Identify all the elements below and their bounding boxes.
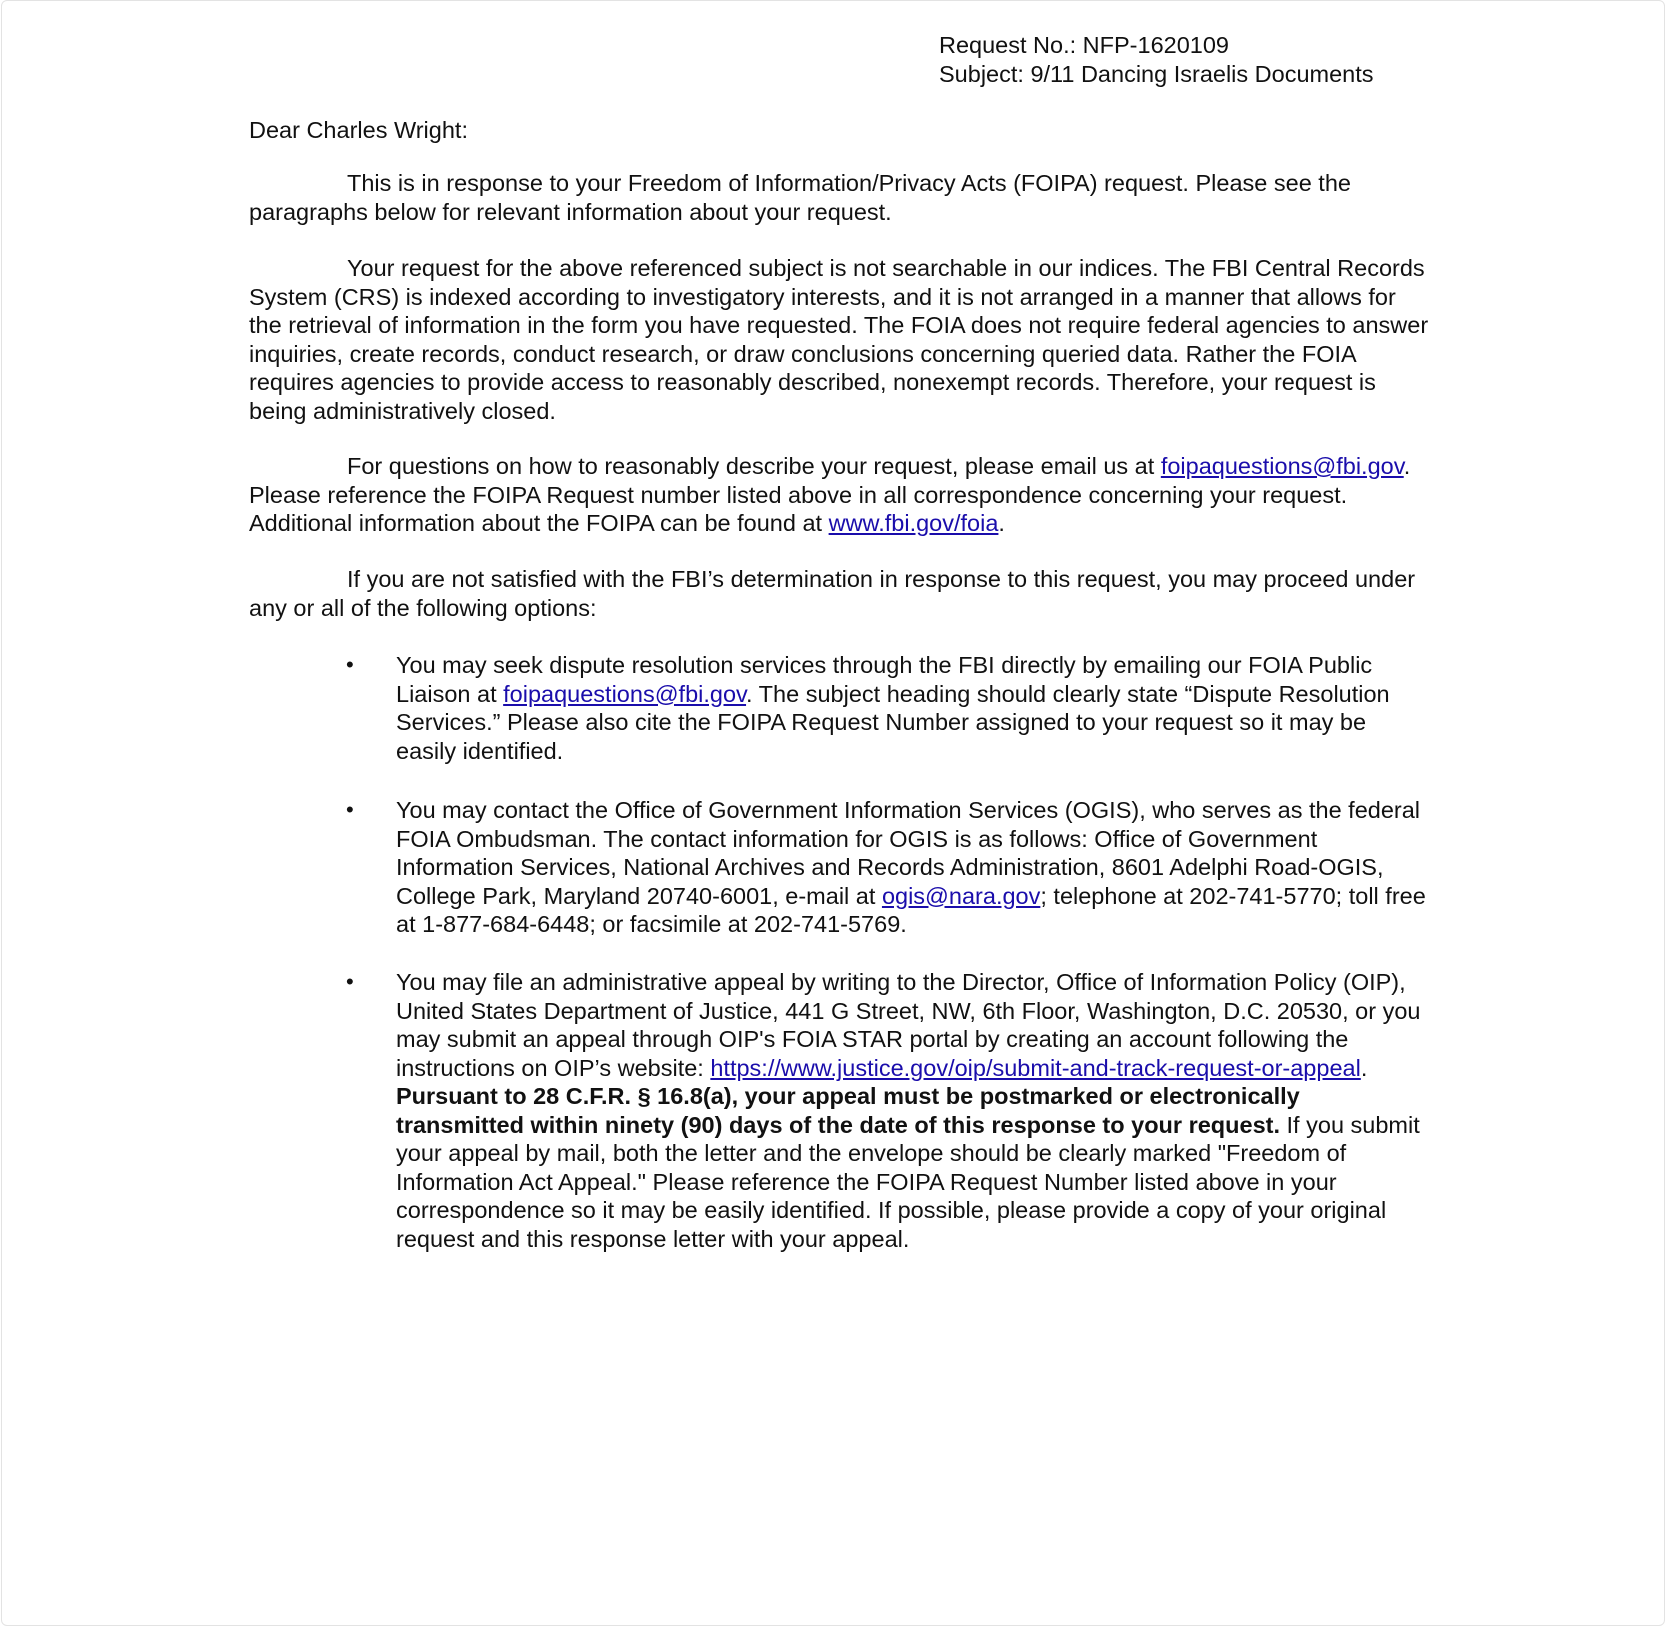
request-subject: Subject: 9/11 Dancing Israelis Documents bbox=[939, 60, 1374, 87]
paragraph-questions-end: . bbox=[998, 510, 1005, 536]
request-header bbox=[939, 31, 1374, 88]
list-item-mid: . bbox=[1360, 1054, 1368, 1081]
list-item-text bbox=[396, 796, 1431, 939]
paragraph-not-searchable-text: Your request for the above referenced subject is not searchable in our indices. The FBI Central Records System (CRS) is indexed according to investigatory interests, and it is not arranged in a manner that allows for the retrieval of information in the form you have requested. The FOIA does not require federal agencies to answer inquiries, create records, conduct research, or draw conclusions concerning queried data. Rather the FOIA requires agencies to provide access to reasonably described, nonexempt records. Therefore, your request is being administratively closed. bbox=[249, 255, 1429, 424]
paragraph-questions-mid: . Please reference the FOIPA Request number listed above in all correspondence concerning your request. Additional information about the FOIPA can be found at bbox=[249, 453, 1411, 536]
list-item-end: If you submit your appeal by mail, both the letter and the envelope should be clearly marked "Freedom of Information Act Appeal." Please reference the FOIPA Request Number listed above in your correspondence so it may be easily identified. If possible, please provide a copy of your original request and this response letter with your appeal. bbox=[396, 1111, 1420, 1252]
list-item-end: . The subject heading should clearly state “Dispute Resolution Services.” Please also cite the FOIPA Request Number assigned to your request so it may be easily identified. bbox=[396, 680, 1390, 764]
foipa-email-link[interactable]: foipaquestions@fbi.gov bbox=[1160, 453, 1404, 479]
bullet-icon: • bbox=[346, 797, 354, 822]
bullet-icon: • bbox=[346, 969, 354, 994]
salutation: Dear Charles Wright: bbox=[249, 117, 468, 143]
paragraph-options-text: If you are not satisfied with the FBI’s determination in response to this request, you may proceed under any or all of the following options: bbox=[249, 566, 1416, 621]
request-number: Request No.: NFP-1620109 bbox=[939, 32, 1229, 58]
list-item-end: ; telephone at 202-741-5770; toll free at 1-877-684-6448; or facsimile at 202-741-5769. bbox=[396, 882, 1426, 937]
document-page bbox=[1, 0, 1665, 1626]
paragraph-intro bbox=[249, 169, 1429, 226]
list-item-text bbox=[396, 968, 1431, 1253]
bullet-icon: • bbox=[346, 652, 354, 677]
oip-appeal-link[interactable]: https://www.justice.gov/oip/submit-and-track-request-or-appeal bbox=[710, 1054, 1361, 1081]
list-item-text bbox=[396, 651, 1431, 765]
list-item-lead: You may seek dispute resolution services through the FBI directly by emailing our FOIA Public Liaison at bbox=[396, 652, 1373, 707]
foipa-email-link[interactable]: foipaquestions@fbi.gov bbox=[503, 680, 747, 707]
fbi-foia-link[interactable]: www.fbi.gov/foia bbox=[828, 510, 999, 536]
paragraph-questions bbox=[249, 452, 1429, 538]
paragraph-not-searchable bbox=[249, 254, 1429, 425]
paragraph-options bbox=[249, 565, 1429, 622]
list-item-lead: You may file an administrative appeal by writing to the Director, Office of Information Policy (OIP), United States Department of Justice, 441 G Street, NW, 6th Floor, Washington, D.C. 20530, or you may submit an appeal through OIP's FOIA STAR portal by creating an account following the instructions on OIP’s website: bbox=[396, 969, 1421, 1081]
list-item-lead: You may contact the Office of Government Information Services (OGIS), who serves as the federal FOIA Ombudsman. The contact information for OGIS is as follows: Office of Government Information Services, National Archives and Records Administration, 8601 Adelphi Road-OGIS, College Park, Maryland 20740-6001, e-mail at bbox=[396, 797, 1421, 909]
paragraph-intro-text: This is in response to your Freedom of Information/Privacy Acts (FOIPA) request. Please see the paragraphs below for relevant information about your request. bbox=[249, 170, 1351, 225]
paragraph-questions-lead: For questions on how to reasonably describe your request, please email us at bbox=[347, 453, 1155, 479]
appeal-deadline-notice: Pursuant to 28 C.F.R. § 16.8(a), your appeal must be postmarked or electronically transmitted within ninety (90) days of the date of this response to your request. bbox=[396, 1083, 1300, 1138]
ogis-email-link[interactable]: ogis@nara.gov bbox=[881, 882, 1041, 909]
